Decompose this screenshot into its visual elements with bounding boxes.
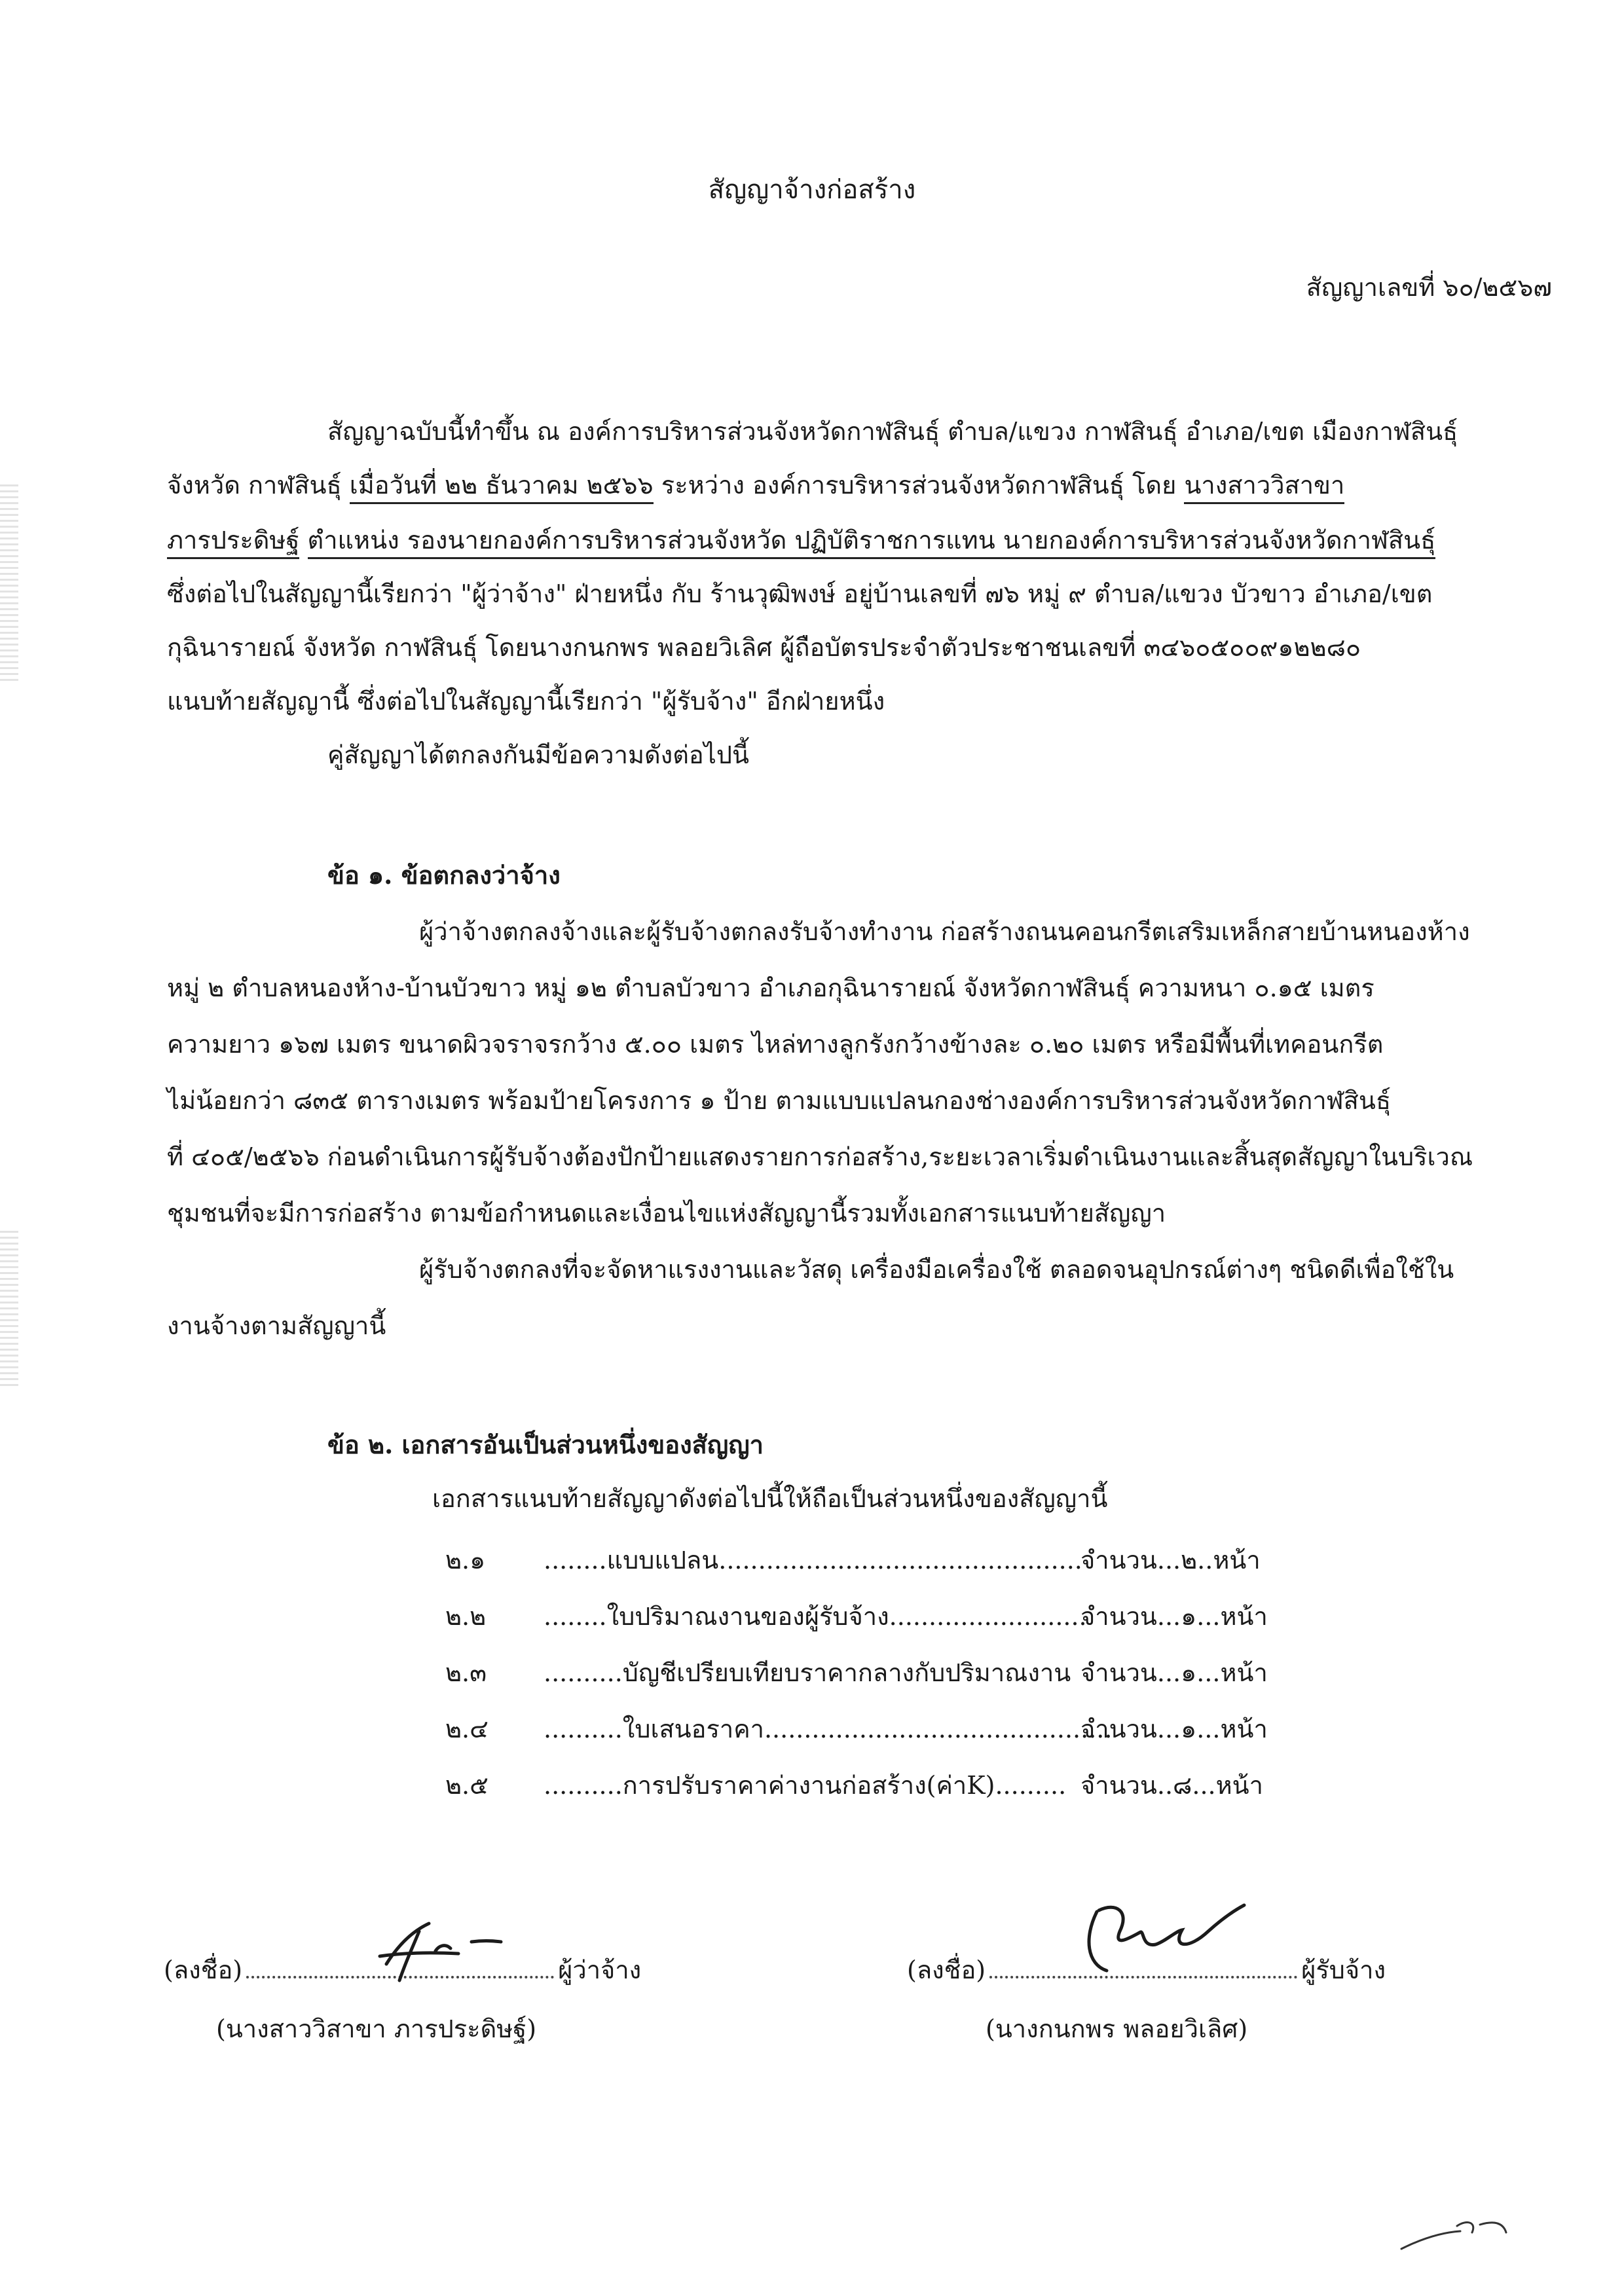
employer-rep-last: ภารประดิษฐ์ — [167, 526, 299, 559]
intro-line-2 — [167, 473, 1344, 498]
attachment-item — [445, 1604, 1087, 1629]
intro-line-7: คู่สัญญาได้ตกลงกันมีข้อความดังต่อไปนี้ — [327, 740, 749, 769]
attachment-number: ๒.๓ — [445, 1658, 487, 1687]
employer-rep-first: นางสาววิสาขา — [1184, 471, 1344, 504]
scan-artifact — [0, 1231, 18, 1388]
scan-artifact — [0, 484, 18, 681]
clause-1-heading: ข้อ ๑. ข้อตกลงว่าจ้าง — [327, 860, 561, 890]
clause-1-line-5: ที่ ๔๐๕/๒๕๖๖ ก่อนดำเนินการผู้รับจ้างต้องปักป้ายแสดงรายการก่อสร้าง,ระยะเวลาเริ่มดำเนินงานและสิ้นสุดสัญญาในบริเวณ — [167, 1142, 1473, 1171]
attachment-number: ๒.๒ — [445, 1602, 487, 1631]
intro-line-6: แนบท้ายสัญญานี้ ซึ่งต่อไปในสัญญานี้เรียกว่า "ผู้รับจ้าง" อีกฝ่ายหนึ่ง — [167, 687, 885, 716]
intro-province: จังหวัด กาฬสินธุ์ — [167, 471, 342, 500]
contract-number: สัญญาเลขที่ ๖๐/๒๕๖๗ — [1306, 273, 1552, 302]
employer-name: (นางสาววิสาขา ภารประดิษฐ์) — [216, 2014, 537, 2043]
intro-line-5: กุฉินารายณ์ จังหวัด กาฬสินธุ์ โดยนางกนกพร พลอยวิเลิศ ผู้ถือบัตรประจำตัวประชาชนเลขที่ ๓๔๖๐๕๐๐๙๑๒๒๘๐ — [167, 633, 1361, 662]
attachment-title: ........แบบแปลน.............................................. — [544, 1546, 1082, 1575]
attachment-pages: จำนวน...๑...หน้า — [1080, 1658, 1268, 1687]
attachment-item — [445, 1548, 1082, 1573]
contractor-name: (นางกนกพร พลอยวิเลิศ) — [986, 2014, 1248, 2043]
clause-1-line-8: งานจ้างตามสัญญานี้ — [167, 1311, 386, 1340]
attachment-title: ..........ใบเสนอราคา............................................ — [544, 1715, 1113, 1743]
attachment-item — [445, 1660, 1071, 1685]
clause-1-line-7: ผู้รับจ้างตกลงที่จะจัดหาแรงงานและวัสดุ เครื่องมือเครื่องใช้ ตลอดจนอุปกรณ์ต่างๆ ชนิดดีเพื่อใช้ใน — [419, 1255, 1454, 1284]
attachment-pages: จำนวน..๘...หน้า — [1080, 1771, 1263, 1800]
employer-signature-icon — [341, 1912, 524, 1990]
attachment-pages: จำนวน...๑...หน้า — [1080, 1715, 1268, 1743]
attachment-title: ........ใบปริมาณงานของผู้รับจ้าง......................... — [544, 1602, 1087, 1631]
attachment-title: ..........บัญชีเปรียบเทียบราคากลางกับปริมาณงาน — [544, 1658, 1071, 1687]
sign-label: (ลงชื่อ) — [164, 1956, 243, 1984]
clause-1-line-1: ผู้ว่าจ้างตกลงจ้างและผู้รับจ้างตกลงรับจ้างทำงาน ก่อสร้างถนนคอนกรีตเสริมเหล็กสายบ้านหนองห้าง — [419, 917, 1470, 946]
attachment-title: ..........การปรับราคาค่างานก่อสร้าง(ค่าK)......... — [544, 1771, 1067, 1800]
clause-1-line-6: ชุมชนที่จะมีการก่อสร้าง ตามข้อกำหนดและเงื่อนไขแห่งสัญญานี้รวมทั้งเอกสารแนบท้ายสัญญา — [167, 1199, 1166, 1228]
contract-date: เมื่อวันที่ ๒๒ ธันวาคม ๒๕๖๖ — [350, 471, 654, 504]
contractor-role: ผู้รับจ้าง — [1301, 1956, 1386, 1984]
intro-line-4: ซึ่งต่อไปในสัญญานี้เรียกว่า "ผู้ว่าจ้าง" ฝ่ายหนึ่ง กับ ร้านวุฒิพงษ์ อยู่บ้านเลขที่ ๗๖ หมู่ ๙ ตำบล/แขวง บัวขาว อำเภอ/เขต — [167, 579, 1433, 608]
attachment-number: ๒.๕ — [445, 1771, 489, 1800]
employer-role: ผู้ว่าจ้าง — [558, 1956, 642, 1984]
clause-1-line-3: ความยาว ๑๖๗ เมตร ขนาดผิวจราจรกว้าง ๕.๐๐ เมตร ไหล่ทางลูกรังกว้างข้างละ ๐.๒๐ เมตร หรือมีพื้นที่เทคอนกรีต — [167, 1030, 1384, 1059]
clause-2-heading: ข้อ ๒. เอกสารอันเป็นส่วนหนึ่งของสัญญา — [327, 1430, 764, 1459]
attachment-number: ๒.๔ — [445, 1715, 489, 1743]
intro-line-1: สัญญาฉบับนี้ทำขึ้น ณ องค์การบริหารส่วนจังหวัดกาฬสินธุ์ ตำบล/แขวง กาฬสินธุ์ อำเภอ/เขต เมืองกาฬสินธุ์ — [327, 417, 1458, 446]
clause-2-intro: เอกสารแนบท้ายสัญญาดังต่อไปนี้ให้ถือเป็นส่วนหนึ่งของสัญญานี้ — [432, 1484, 1108, 1513]
intro-between: ระหว่าง องค์การบริหารส่วนจังหวัดกาฬสินธุ์ โดย — [661, 471, 1177, 500]
attachment-number: ๒.๑ — [445, 1546, 486, 1575]
contractor-signature-icon — [1067, 1892, 1264, 1984]
employer-rep-position: ตำแหน่ง รองนายกองค์การบริหารส่วนจังหวัด ปฏิบัติราชการแทน นายกองค์การบริหารส่วนจังหวัดกาฬสินธุ์ — [308, 526, 1436, 559]
clause-1-line-4: ไม่น้อยกว่า ๘๓๕ ตารางเมตร พร้อมป้ายโครงการ ๑ ป้าย ตามแบบแปลนกองช่างองค์การบริหารส่วนจังหวัดกาฬสินธุ์ — [167, 1086, 1392, 1115]
document-title: สัญญาจ้างก่อสร้าง — [708, 175, 916, 205]
intro-line-3 — [167, 528, 1435, 553]
attachment-item — [445, 1717, 1112, 1741]
clause-1-line-2: หมู่ ๒ ตำบลหนองห้าง-บ้านบัวขาว หมู่ ๑๒ ตำบลบัวขาว อำเภอกุฉินารายณ์ จังหวัดกาฬสินธุ์ ความหนา ๐.๑๕ เมตร — [167, 974, 1375, 1002]
attachment-pages: จำนวน...๑...หน้า — [1080, 1602, 1268, 1631]
sign-label: (ลงชื่อ) — [907, 1956, 986, 1984]
attachment-pages: จำนวน...๒..หน้า — [1080, 1546, 1261, 1575]
attachment-item — [445, 1773, 1066, 1798]
initials-mark-icon — [1395, 2213, 1513, 2259]
